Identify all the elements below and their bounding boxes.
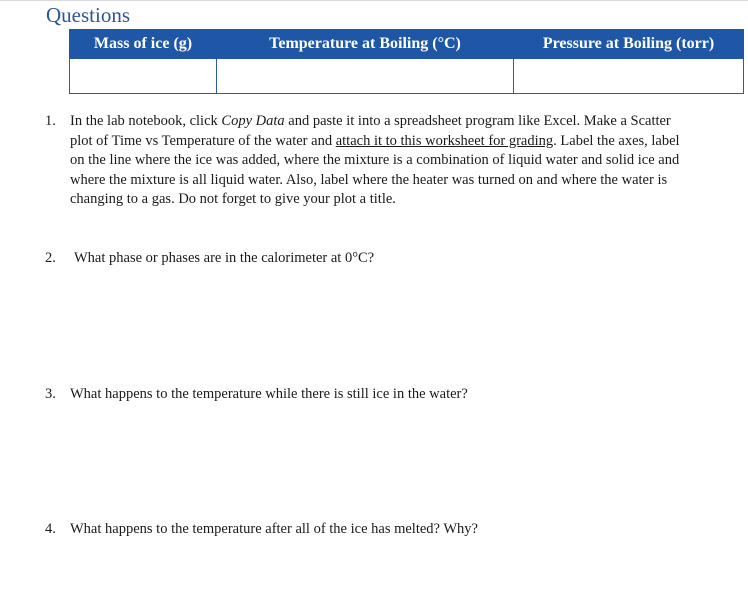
question-number: 2. — [45, 250, 56, 266]
question-number: 1. — [45, 113, 56, 129]
question-text: What happens to the temperature while there is still ice in the water? — [70, 386, 468, 402]
question-text: What happens to the temperature after all of the ice has melted? Why? — [70, 521, 478, 537]
top-divider — [0, 0, 748, 1]
copy-data-emphasis: Copy Data — [221, 113, 285, 129]
table-header-row — [70, 30, 744, 59]
question-text: What phase or phases are in the calorimeter at 0°C? — [74, 250, 375, 266]
table-row — [70, 59, 744, 94]
data-table — [69, 29, 744, 94]
question-text-part: and paste it into a spreadsheet program like Excel. Make a Scatter plot of Time vs Temperature of the water and — [70, 113, 671, 149]
attach-instruction-underlined: attach it to this worksheet for grading — [335, 132, 554, 149]
cell-pressure-at-boiling[interactable] — [514, 59, 744, 94]
question-text-part: In the lab notebook, click — [70, 113, 222, 129]
question-text-part: . Label the axes, label on the line where the ice was added, where the mixture is a combination of liquid water and solid ice and where the mixture is all liquid water. Also, label where the heater was turned on and where the water is changing to a gas. Do not forget to give your plot a title. — [70, 132, 680, 207]
header-pressure-at-boiling: Pressure at Boiling (torr) — [514, 30, 744, 59]
header-mass-of-ice: Mass of ice (g) — [70, 30, 217, 59]
question-number: 3. — [45, 386, 56, 402]
section-heading: Questions — [46, 3, 130, 27]
header-temperature-at-boiling: Temperature at Boiling (°C) — [217, 30, 514, 59]
question-number: 4. — [45, 521, 56, 537]
cell-temperature-at-boiling[interactable] — [217, 59, 514, 94]
question-text — [70, 112, 680, 210]
cell-mass-of-ice[interactable] — [70, 59, 217, 94]
